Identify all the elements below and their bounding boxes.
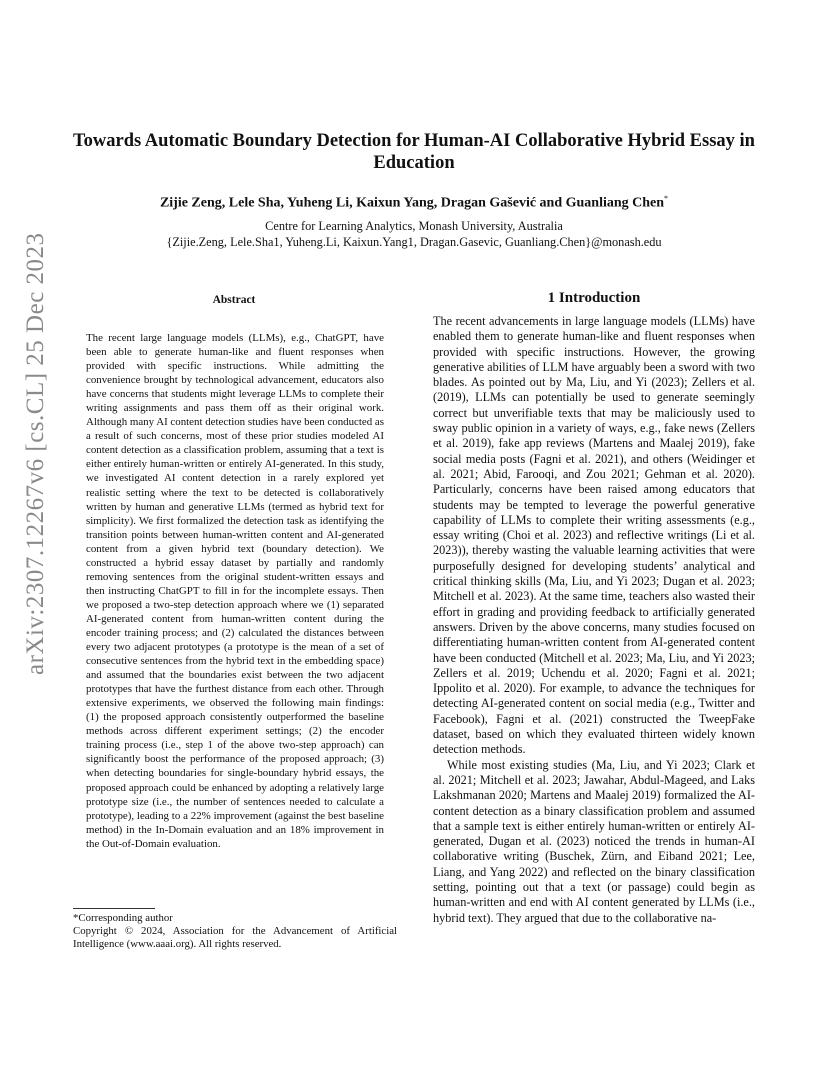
- corresponding-author-note: *Corresponding author: [73, 912, 173, 924]
- introduction-paragraph-2: While most existing studies (Ma, Liu, and Yi 2023; Clark et al. 2021; Mitchell et al. 2023; Jawahar, Abdul-Mageed, and Laks Lakshmanan 2020; Martens and Maalej 2019) formalized the AI-content detection as a binary classification problem and assumed that a sample text is either entirely human-written or entirely AI-generated, Dugan et al. (2023) noticed the trends in human-AI collaborative writing (Buschek, Zürn, and Eiband 2021; Lee, Liang, and Yang 2022) and reflected on the binary classification setting, pointing out that a text (or passage) could begin as human-written and end with AI content generated by LLMs (i.e., hybrid text). They argued that due to the collaborative na-: [433, 757, 755, 925]
- footnote-block: [73, 912, 397, 951]
- abstract-text: The recent large language models (LLMs), e.g., ChatGPT, have been able to generate human-like and fluent responses when provided with specific instructions. While admitting the convenience brought by technological advancement, educators also have concerns that students might leverage LLMs to complete their writing assignments and pass them off as their original work. Although many AI content detection studies have been conducted as a result of such concerns, most of these prior studies modeled AI content detection as a classification problem, assuming that a text is either entirely human-written or entirely AI-generated. In this study, we investigated AI content detection in a rarely explored yet realistic setting where the text to be detected is collaboratively written by human and generative LLMs (termed as hybrid text for simplicity). We first formalized the detection task as identifying the transition points between human-written content and AI-generated content from a given hybrid text (boundary detection). We constructed a hybrid essay dataset by partially and randomly removing sentences from the original student-written essays and then instructing ChatGPT to fill in for the incomplete essays. Then we proposed a two-step detection approach where we (1) separated AI-generated content from human-written content during the encoder training process; and (2) calculated the distances between every two adjacent prototypes (a prototype is the mean of a set of consecutive sentences from the hybrid text in the embedding space) and assumed that the boundaries exist between the two adjacent prototypes that have the furthest distance from each other. Through extensive experiments, we observed the following main findings: (1) the proposed approach consistently outperformed the baseline methods across different experiment settings; (2) the encoder training process (i.e., step 1 of the above two-step approach) can significantly boost the performance of the proposed approach; (3) when detecting boundaries for single-boundary hybrid essays, the proposed approach could be enhanced by adopting a relatively large prototype size (i.e., the number of sentences needed to calculate a prototype), leading to a 22% improvement (against the best baseline method) in the In-Domain evaluation and an 18% improvement in the Out-of-Domain evaluation.: [86, 332, 384, 850]
- paper-title: Towards Automatic Boundary Detection for Human-AI Collaborative Hybrid Essay in Education: [73, 131, 755, 173]
- copyright-notice: Copyright © 2024, Association for the Advancement of Artificial Intelligence (www.aaai.org). All rights reserved.: [73, 925, 397, 950]
- affiliation-block: [40, 218, 788, 250]
- author-names: Zijie Zeng, Lele Sha, Yuheng Li, Kaixun Yang, Dragan Gašević and Guanliang Chen: [159, 195, 665, 211]
- author-emails: {Zijie.Zeng, Lele.Sha1, Yuheng.Li, Kaixun.Yang1, Dragan.Gasevic, Guanliang.Chen}@monash.edu: [166, 235, 662, 249]
- introduction-body: [433, 314, 755, 926]
- corresponding-mark: *: [664, 194, 669, 203]
- affiliation: Centre for Learning Analytics, Monash University, Australia: [265, 219, 563, 233]
- abstract-heading: Abstract: [212, 294, 256, 306]
- arxiv-identifier: arXiv:2307.12267v6 [cs.CL] 25 Dec 2023: [22, 232, 49, 675]
- author-list: [40, 194, 788, 212]
- footnote-divider: [73, 908, 155, 909]
- introduction-paragraph-1: The recent advancements in large language models (LLMs) have enabled them to generate human-like and fluent responses when provided with specific instructions. However, the growing generative abilities of LLM have arguably been a sword with two blades. As pointed out by Ma, Liu, and Yi (2023); Zellers et al. (2019), LLMs can potentially be used to generate seemingly correct but unverifiable texts that may be maliciously used to sway public opinion in a variety of ways, e.g., fake news (Zellers et al. 2019), fake app reviews (Martens and Maalej 2019), fake social media posts (Fagni et al. 2021), and others (Weidinger et al. 2021; Abid, Farooqi, and Zou 2021; Gehman et al. 2020). Particularly, concerns have been raised among educators that students may be tempted to leverage the powerful generative capability of LLMs to complete their writing assessments (e.g., essay writing (Choi et al. 2023) and reflective writings (Li et al. 2023)), thereby wasting the valuable learning activities that were purposefully designed for developing students’ analytical and critical thinking skills (Ma, Liu, and Yi 2023; Dugan et al. 2023; Mitchell et al. 2023). At the same time, teachers also wasted their effort in grading and providing feedback to artificially generated answers. Driven by the above concerns, many studies focused on differentiating human-written content from AI-generated content have been conducted (Mitchell et al. 2023; Ma, Liu, and Yi 2023; Zellers et al. 2019; Uchendu et al. 2020; Fagni et al. 2021; Ippolito et al. 2020). For example, to advance the techniques for detecting AI-generated content on social media (e.g., Twitter and Facebook), Fagni et al. (2021) constructed the TweepFake dataset, based on which they evaluated thirteen widely known detection methods.: [433, 314, 755, 757]
- introduction-heading: 1 Introduction: [547, 290, 641, 306]
